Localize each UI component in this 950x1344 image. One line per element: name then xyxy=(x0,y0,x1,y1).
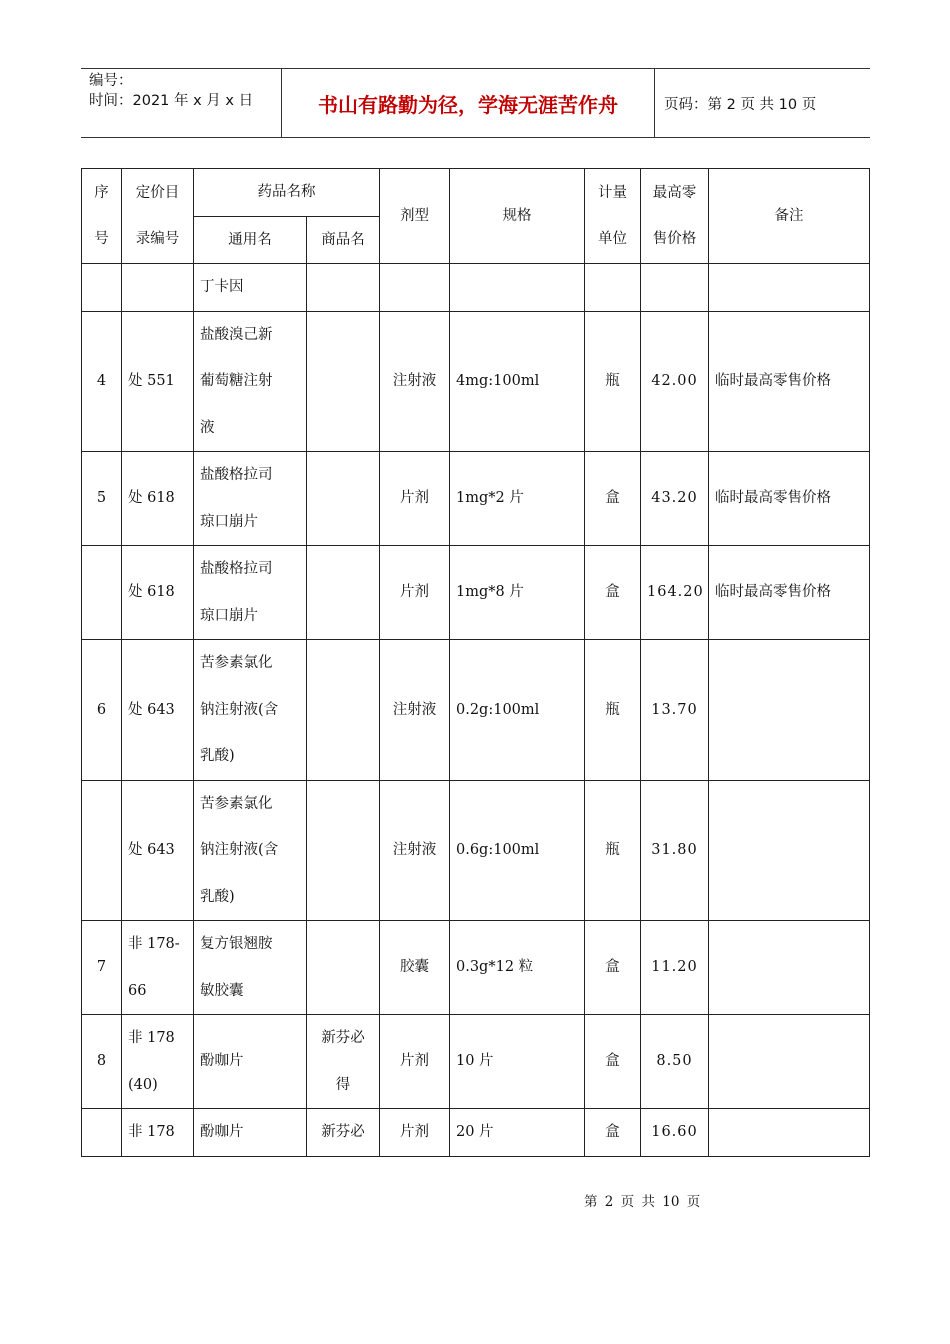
generic-name-cell: 盐酸格拉司 琼口崩片 xyxy=(194,452,307,546)
generic-name-cell: 盐酸格拉司 琼口崩片 xyxy=(194,546,307,640)
trade-name-cell xyxy=(307,264,380,312)
price-cell: 13.70 xyxy=(641,640,709,781)
seq-cell xyxy=(82,546,122,640)
table-row xyxy=(82,1015,870,1109)
header-unit: 计量 单位 xyxy=(585,169,641,264)
header-divider xyxy=(654,69,655,137)
header-spec: 规格 xyxy=(450,169,585,264)
trade-name-cell xyxy=(307,452,380,546)
code-cell: 非 178 (40) xyxy=(122,1015,194,1109)
header-generic-name: 通用名 xyxy=(194,216,307,264)
seq-cell: 6 xyxy=(82,640,122,781)
seq-cell: 8 xyxy=(82,1015,122,1109)
remark-cell xyxy=(709,640,870,781)
form-cell: 注射液 xyxy=(380,311,450,452)
remark-cell xyxy=(709,1015,870,1109)
code-cell: 处 618 xyxy=(122,452,194,546)
generic-name-cell: 苦参素氯化 钠注射液(含 乳酸) xyxy=(194,780,307,921)
form-cell xyxy=(380,264,450,312)
table-row xyxy=(82,546,870,640)
header-price: 最高零 售价格 xyxy=(641,169,709,264)
document-header xyxy=(81,68,870,138)
spec-cell: 4mg:100ml xyxy=(450,311,585,452)
header-trade-name: 商品名 xyxy=(307,216,380,264)
form-cell: 胶囊 xyxy=(380,921,450,1015)
form-cell: 片剂 xyxy=(380,546,450,640)
form-cell: 注射液 xyxy=(380,640,450,781)
remark-cell xyxy=(709,264,870,312)
form-cell: 片剂 xyxy=(380,1109,450,1157)
header-form: 剂型 xyxy=(380,169,450,264)
form-cell: 注射液 xyxy=(380,780,450,921)
table-row xyxy=(82,452,870,546)
unit-cell: 瓶 xyxy=(585,311,641,452)
trade-name-cell xyxy=(307,546,380,640)
form-cell: 片剂 xyxy=(380,452,450,546)
unit-cell: 盒 xyxy=(585,546,641,640)
page-code: 页码：第 2 页 共 10 页 xyxy=(664,97,817,113)
remark-cell xyxy=(709,921,870,1015)
spec-cell: 0.6g:100ml xyxy=(450,780,585,921)
unit-cell: 盒 xyxy=(585,1015,641,1109)
drug-price-table xyxy=(81,168,870,1157)
form-cell: 片剂 xyxy=(380,1015,450,1109)
table-header-row xyxy=(82,169,870,217)
remark-cell: 临时最高零售价格 xyxy=(709,311,870,452)
table-row xyxy=(82,921,870,1015)
time-label: 时间：2021 年 x 月 x 日 xyxy=(89,93,254,109)
number-label: 编号： xyxy=(89,73,133,89)
seq-cell xyxy=(82,264,122,312)
table-row xyxy=(82,264,870,312)
price-cell: 8.50 xyxy=(641,1015,709,1109)
spec-cell: 0.3g*12 粒 xyxy=(450,921,585,1015)
remark-cell xyxy=(709,1109,870,1157)
unit-cell: 盒 xyxy=(585,1109,641,1157)
seq-cell xyxy=(82,780,122,921)
header-remark: 备注 xyxy=(709,169,870,264)
table-row xyxy=(82,1109,870,1157)
remark-cell xyxy=(709,780,870,921)
header-code: 定价目 录编号 xyxy=(122,169,194,264)
spec-cell: 10 片 xyxy=(450,1015,585,1109)
generic-name-cell: 酚咖片 xyxy=(194,1015,307,1109)
price-cell: 11.20 xyxy=(641,921,709,1015)
price-cell: 31.80 xyxy=(641,780,709,921)
price-cell: 16.60 xyxy=(641,1109,709,1157)
seq-cell: 7 xyxy=(82,921,122,1015)
header-meta xyxy=(89,71,253,111)
code-cell: 非 178- 66 xyxy=(122,921,194,1015)
unit-cell: 瓶 xyxy=(585,640,641,781)
seq-cell xyxy=(82,1109,122,1157)
code-cell: 处 551 xyxy=(122,311,194,452)
page-footer: 第 2 页 共 10 页 xyxy=(584,1194,701,1210)
trade-name-cell xyxy=(307,311,380,452)
remark-cell: 临时最高零售价格 xyxy=(709,546,870,640)
code-cell: 非 178 xyxy=(122,1109,194,1157)
spec-cell: 1mg*2 片 xyxy=(450,452,585,546)
unit-cell: 瓶 xyxy=(585,780,641,921)
code-cell: 处 643 xyxy=(122,640,194,781)
trade-name-cell: 新芬必 xyxy=(307,1109,380,1157)
trade-name-cell xyxy=(307,921,380,1015)
header-seq: 序 号 xyxy=(82,169,122,264)
generic-name-cell: 复方银翘胺 敏胶囊 xyxy=(194,921,307,1015)
code-cell: 处 618 xyxy=(122,546,194,640)
unit-cell xyxy=(585,264,641,312)
unit-cell: 盒 xyxy=(585,921,641,1015)
unit-cell: 盒 xyxy=(585,452,641,546)
table-row xyxy=(82,640,870,781)
spec-cell: 20 片 xyxy=(450,1109,585,1157)
spec-cell: 0.2g:100ml xyxy=(450,640,585,781)
generic-name-cell: 酚咖片 xyxy=(194,1109,307,1157)
motto: 书山有路勤为径，学海无涯苦作舟 xyxy=(318,92,618,117)
remark-cell: 临时最高零售价格 xyxy=(709,452,870,546)
trade-name-cell xyxy=(307,780,380,921)
generic-name-cell: 丁卡因 xyxy=(194,264,307,312)
header-name-group: 药品名称 xyxy=(194,169,380,217)
generic-name-cell: 盐酸溴己新 葡萄糖注射 液 xyxy=(194,311,307,452)
spec-cell xyxy=(450,264,585,312)
trade-name-cell: 新芬必 得 xyxy=(307,1015,380,1109)
code-cell xyxy=(122,264,194,312)
seq-cell: 5 xyxy=(82,452,122,546)
generic-name-cell: 苦参素氯化 钠注射液(含 乳酸) xyxy=(194,640,307,781)
price-cell xyxy=(641,264,709,312)
trade-name-cell xyxy=(307,640,380,781)
spec-cell: 1mg*8 片 xyxy=(450,546,585,640)
price-cell: 43.20 xyxy=(641,452,709,546)
price-cell: 164.20 xyxy=(641,546,709,640)
price-cell: 42.00 xyxy=(641,311,709,452)
table-row xyxy=(82,311,870,452)
table-row xyxy=(82,780,870,921)
seq-cell: 4 xyxy=(82,311,122,452)
code-cell: 处 643 xyxy=(122,780,194,921)
